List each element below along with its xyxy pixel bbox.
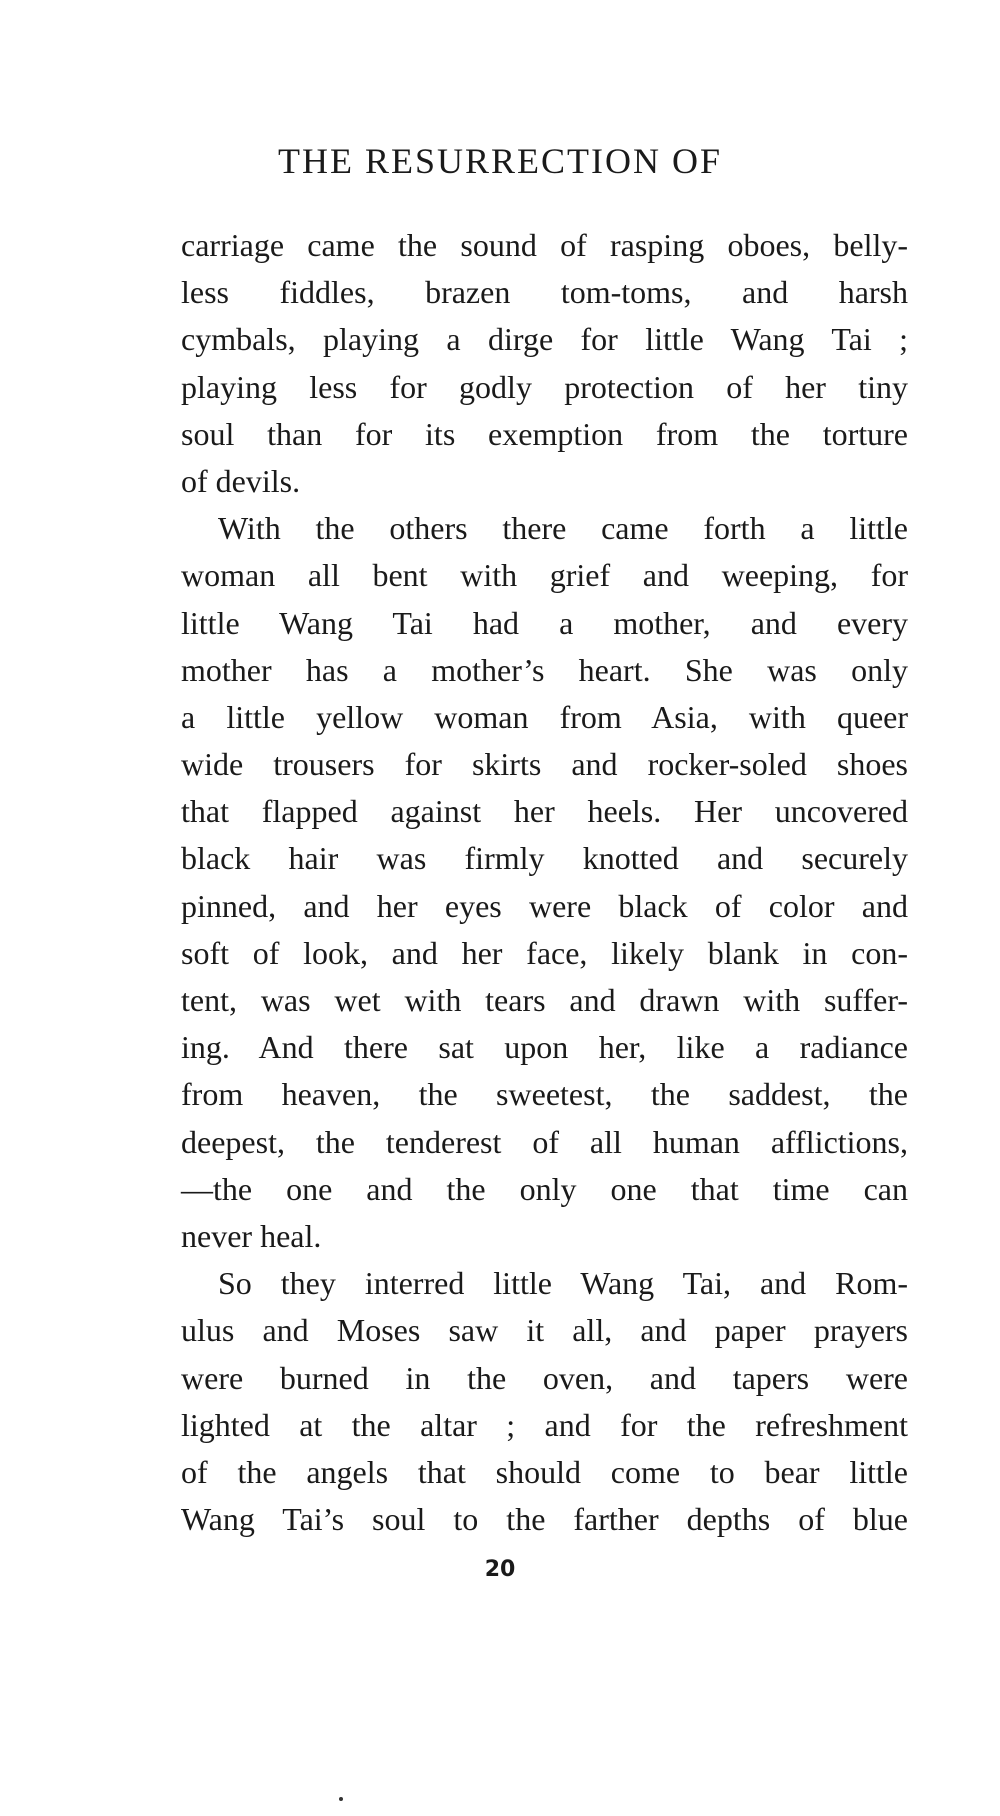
text-line: never heal. <box>181 1217 322 1254</box>
text-line: ing. And there sat upon her, like a radiance <box>181 1029 908 1066</box>
text-line: playing less for godly protection of her tiny <box>181 368 908 405</box>
text-line: less fiddles, brazen tom-toms, and harsh <box>181 274 908 311</box>
text-line: of the angels that should come to bear little <box>181 1453 908 1490</box>
running-head: THE RESURRECTION OF <box>277 141 723 181</box>
body-text <box>181 222 908 1543</box>
text-line: cymbals, playing a dirge for little Wang Tai ; <box>181 321 908 358</box>
text-line: deepest, the tenderest of all human afflictions, <box>181 1123 908 1160</box>
text-line: ulus and Moses saw it all, and paper prayers <box>181 1312 908 1349</box>
text-line: pinned, and her eyes were black of color and <box>181 887 908 924</box>
text-line: —the one and the only one that time can <box>181 1170 908 1207</box>
text-line: Wang Tai’s soul to the farther depths of blue <box>181 1501 908 1538</box>
text-line: woman all bent with grief and weeping, for <box>181 557 908 594</box>
text-line: So they interred little Wang Tai, and Rom- <box>218 1265 908 1302</box>
text-line: from heaven, the sweetest, the saddest, the <box>181 1076 908 1113</box>
scan-speck <box>339 1797 343 1801</box>
text-line: With the others there came forth a little <box>218 510 908 547</box>
text-line: lighted at the altar ; and for the refreshment <box>181 1406 908 1443</box>
text-line: soft of look, and her face, likely blank in con- <box>181 934 908 971</box>
text-line: carriage came the sound of rasping oboes, belly- <box>181 227 908 263</box>
text-line: little Wang Tai had a mother, and every <box>181 604 908 641</box>
page-number: 20 <box>484 1557 516 1582</box>
text-line: were burned in the oven, and tapers were <box>181 1359 908 1396</box>
text-line: of devils. <box>181 462 301 499</box>
text-line: a little yellow woman from Asia, with queer <box>181 698 908 735</box>
text-line: black hair was firmly knotted and securely <box>181 840 908 877</box>
text-line: mother has a mother’s heart. She was only <box>181 651 908 688</box>
text-line: tent, was wet with tears and drawn with suffer- <box>181 982 908 1018</box>
text-line: that flapped against her heels. Her uncovered <box>181 793 908 830</box>
text-line: wide trousers for skirts and rocker-soled shoes <box>181 746 908 783</box>
text-line: soul than for its exemption from the torture <box>181 415 908 452</box>
